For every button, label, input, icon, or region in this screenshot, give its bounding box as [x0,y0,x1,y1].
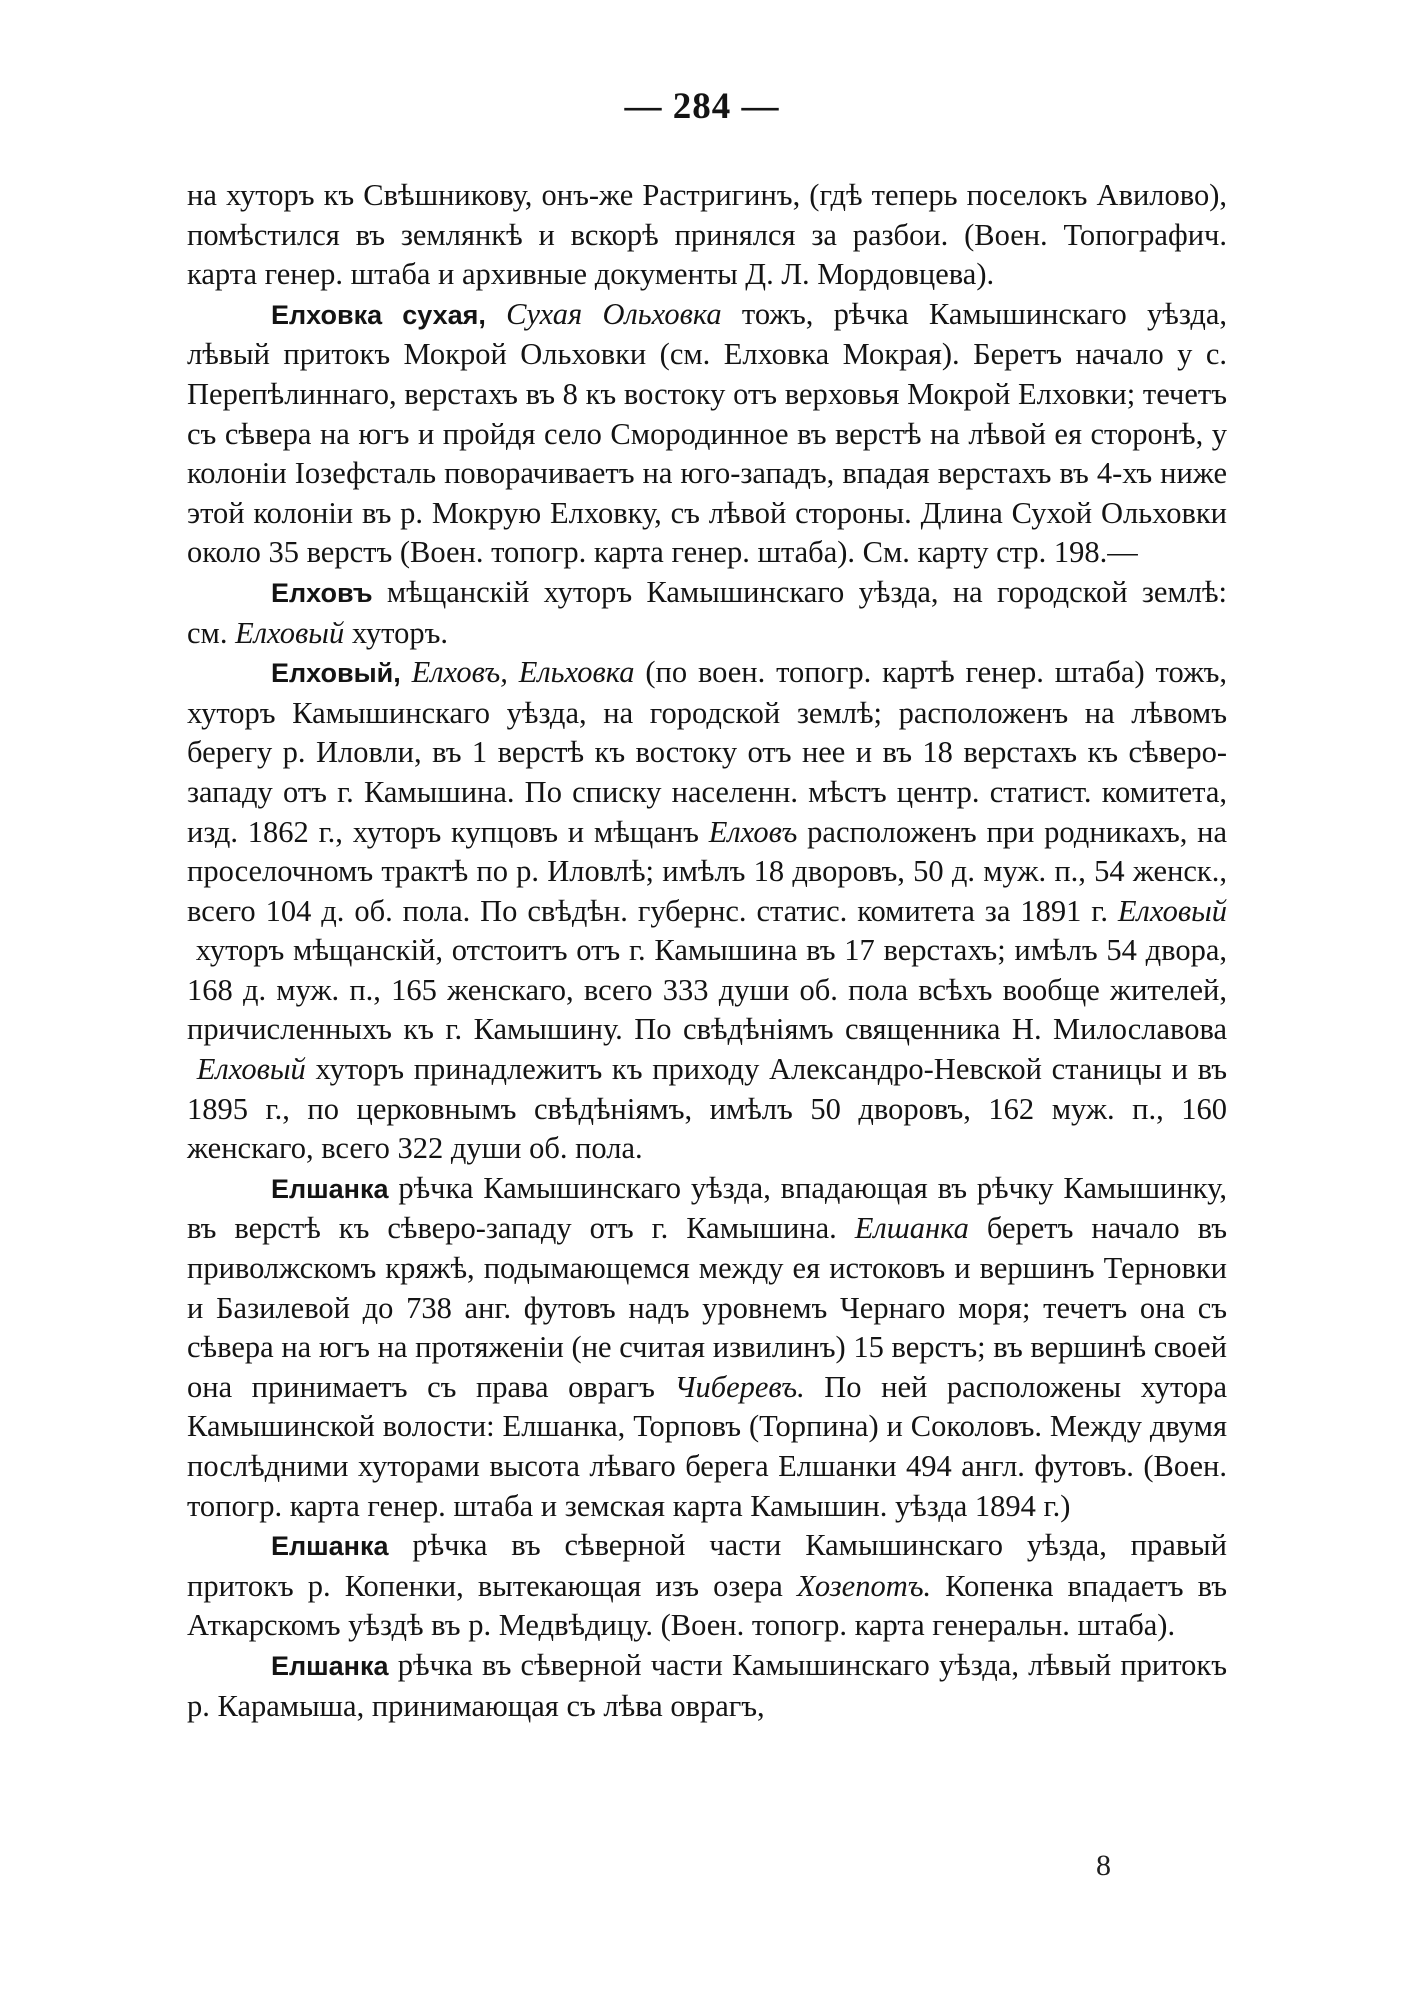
entry-text: По ней расположены хутора Камышинской волости: Елшанка, Торповъ (Торпина) и Соколовъ. Между двумя послѣдними хуторами высота лѣваго берега Елшанки 494 англ. футовъ. (Воен. топогр. карта генер. штаба и земская карта Камышин. уѣзда 1894 г.) [187,1369,1227,1523]
page-number: — 284 — [624,86,780,127]
entry-text: рѣчка Камышинскаго уѣзда, впадающая въ рѣчку Камышинку, въ верстѣ къ сѣверо-западу отъ г. Камышина. [187,1170,1228,1246]
entry-headword: Елшанка [271,1173,389,1204]
entry-text: рѣчка въ сѣверной части Камышинскаго уѣзда, правый притокъ р. Копенки, вытекающая изъ озера [187,1528,1227,1603]
entry-text: хуторъ мѣщанскій, отстоитъ отъ г. Камышина въ 17 верстахъ; имѣлъ 54 двора, 168 д. муж. п., 165 женскаго, всего 333 души об. пола всѣхъ вообще жителей, причисленныхъ къ г. Камышину. По свѣдѣніямъ священника Н. Милославова [187,933,1227,1047]
entry-alt-name: Елховъ, Ельховка [411,655,635,690]
entry-text: на хуторъ къ Свѣшникову, онъ-же Растригинъ, (гдѣ теперь поселокъ Авилово), помѣстился въ землянкѣ и вскорѣ принялся за разбои. (Воен. Топографич. карта генер. штаба и архивные документы Д. Л. Мордовцева). [187,178,1227,292]
entry-headword: Елховъ [271,577,373,608]
entry-text: Копенка впадаетъ въ Аткарскомъ уѣздѣ въ р. Медвѣдицу. (Воен. топогр. карта генеральн. штаба). [187,1568,1228,1643]
entry-paragraph [187,295,1227,573]
entry-text: (по воен. топогр. картѣ генер. штаба) тожъ, хуторъ Камышинскаго уѣзда, на городской землѣ; расположенъ на лѣвомъ берегу р. Иловли, въ 1 верстѣ къ востоку отъ нее и въ 18 верстахъ къ сѣверо-западу отъ г. Камышина. По списку населенн. мѣстъ центр. статист. комитета, изд. 1862 г., хуторъ купцовъ и мѣщанъ [187,655,1228,849]
text-column [187,176,1227,1726]
margin-note: 8 [1096,1849,1111,1882]
entry-paragraph [187,176,1227,295]
entry-paragraph [187,653,1227,1169]
entry-text: рѣчка въ сѣверной части Камышинскаго уѣзда, лѣвый притокъ р. Карамыша, принимающая съ лѣва оврагъ, [187,1647,1227,1723]
entry-paragraph [187,1646,1227,1726]
entry-alt-name: Хозепотъ. [796,1568,932,1603]
entry-alt-name: Елховый [196,1052,306,1087]
entry-headword: Елховый, [271,658,401,689]
entry-text: беретъ начало въ приволжскомъ кряжѣ, подымающемся между ея истоковъ и вершинъ Терновки и Базилевой до 738 анг. футовъ надъ уровнемъ Чернаго моря; течетъ она съ сѣвера на югъ на протяженіи (не считая извилинъ) 15 верстъ; въ вершинѣ своей она принимаетъ съ права оврагъ [187,1211,1228,1404]
entry-headword: Елшанка [271,1531,389,1562]
entry-text: тожъ, рѣчка Камышинскаго уѣзда, лѣвый притокъ Мокрой Ольховки (см. Елховка Мокрая). Беретъ начало у с. Перепѣлиннаго, верстахъ въ 8 къ востоку отъ верховья Мокрой Елховки; течетъ съ сѣвера на югъ и пройдя село Смородинное въ верстѣ на лѣвой ея сторонѣ, у колоніи Іозефсталь поворачиваетъ на юго-западъ, впадая верстахъ въ 4-хъ ниже этой колоніи въ р. Мокрую Елховку, съ лѣвой стороны. Длина Сухой Ольховки около 35 верстъ (Воен. топогр. карта генер. штаба). См. карту стр. 198.— [187,296,1228,570]
entry-alt-name: Елховый [1117,893,1227,928]
entry-text: расположенъ при родникахъ, на проселочномъ трактѣ по р. Иловлѣ; имѣлъ 18 дворовъ, 50 д. муж. п., 54 женск., всего 104 д. об. пола. По свѣдѣн. губернс. статис. комитета за 1891 г. [187,814,1228,928]
entry-headword: Елшанка [271,1650,389,1681]
entry-text: хуторъ принадлежитъ къ приходу Александро-Невской станицы и въ 1895 г., по церковнымъ свѣдѣніямъ, имѣлъ 50 дворовъ, 162 муж. п., 160 женскаго, всего 322 души об. пола. [187,1052,1227,1166]
entry-text: хуторъ. [351,615,448,650]
entry-paragraph [187,1526,1227,1646]
entry-alt-name: Чиберевъ. [674,1369,805,1404]
entry-alt-name: Елховъ [708,814,798,849]
entry-alt-name: Елховый [235,615,345,650]
entry-headword: Елховка сухая, [271,299,486,330]
entry-alt-name: Сухая Ольховка [506,296,722,331]
entry-paragraph [187,1169,1227,1526]
entry-text: мѣщанскій хуторъ Камышинскаго уѣзда, на городской землѣ: см. [187,574,1227,650]
entry-paragraph [187,573,1227,653]
entry-alt-name: Елшанка [854,1211,969,1246]
